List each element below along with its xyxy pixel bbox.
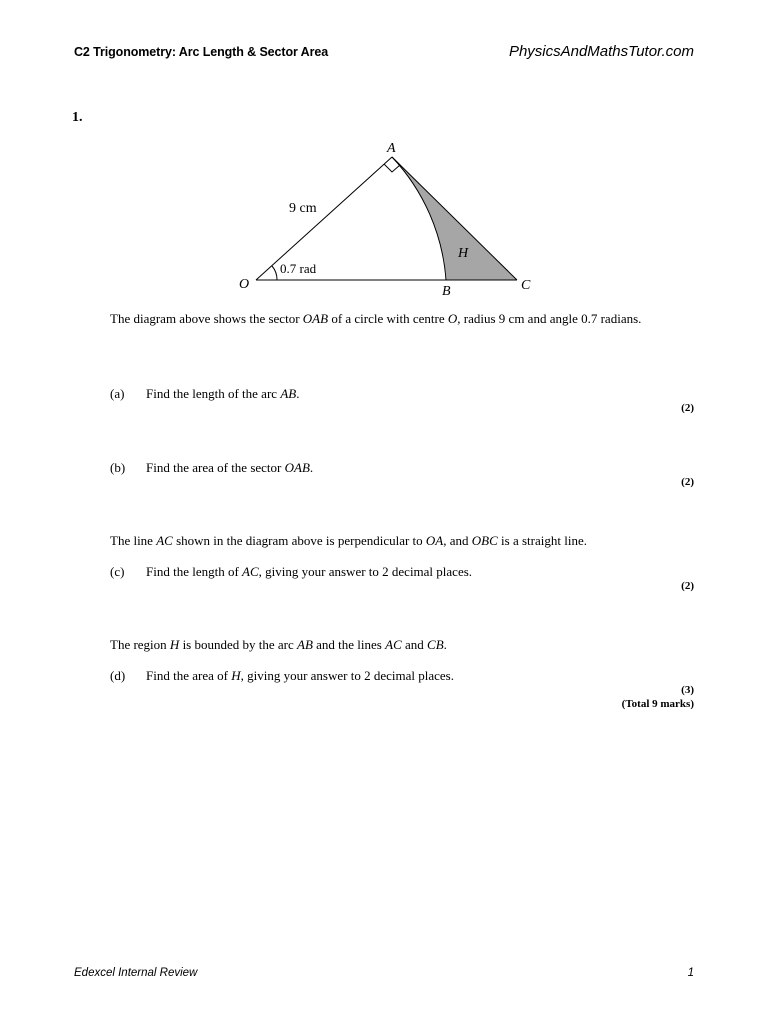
part-c-letter: (c) [110,564,125,579]
label-b: B [442,284,451,299]
right-angle-marker [384,157,400,172]
part-c-marks: (2) [681,580,694,592]
angle-label: 0.7 rad [280,261,317,276]
part-b-marks: (2) [681,476,694,488]
part-a-marks: (2) [681,402,694,414]
part-d-marks: (3) [681,684,694,696]
region-statement: The region H is bounded by the arc AB and the lines AC and CB. [110,637,447,652]
angle-arc-o [272,266,277,280]
total-marks: (Total 9 marks) [621,698,694,710]
part-b-letter: (b) [110,460,126,475]
line-oa [256,157,392,280]
footer-page-number: 1 [687,967,694,979]
header-title: C2 Trigonometry: Arc Length & Sector Area [74,45,329,59]
question-number: 1. [72,110,83,125]
part-c-text: Find the length of AC, giving your answer to 2 decimal places. [146,564,473,579]
sector-diagram [0,0,768,320]
footer-source: Edexcel Internal Review [74,967,198,979]
line-statement: The line AC shown in the diagram above is perpendicular to OA, and OBC is a straight line. [110,533,587,548]
label-a: A [387,141,396,156]
part-a-letter: (a) [110,386,125,401]
part-a-text: Find the length of the arc AB. [146,386,300,401]
header-site: PhysicsAndMathsTutor.com [508,43,694,60]
part-d-text: Find the area of H, giving your answer to 2 decimal places. [146,668,454,683]
label-c: C [521,278,531,293]
radius-label: 9 cm [289,201,317,216]
label-h: H [458,246,469,261]
intro-text: The diagram above shows the sector OAB of a circle with centre O, radius 9 cm and angle 0.7 radians. [110,311,642,326]
part-b-text: Find the area of the sector OAB. [146,460,314,475]
label-o: O [239,277,250,292]
part-d-letter: (d) [110,668,126,683]
